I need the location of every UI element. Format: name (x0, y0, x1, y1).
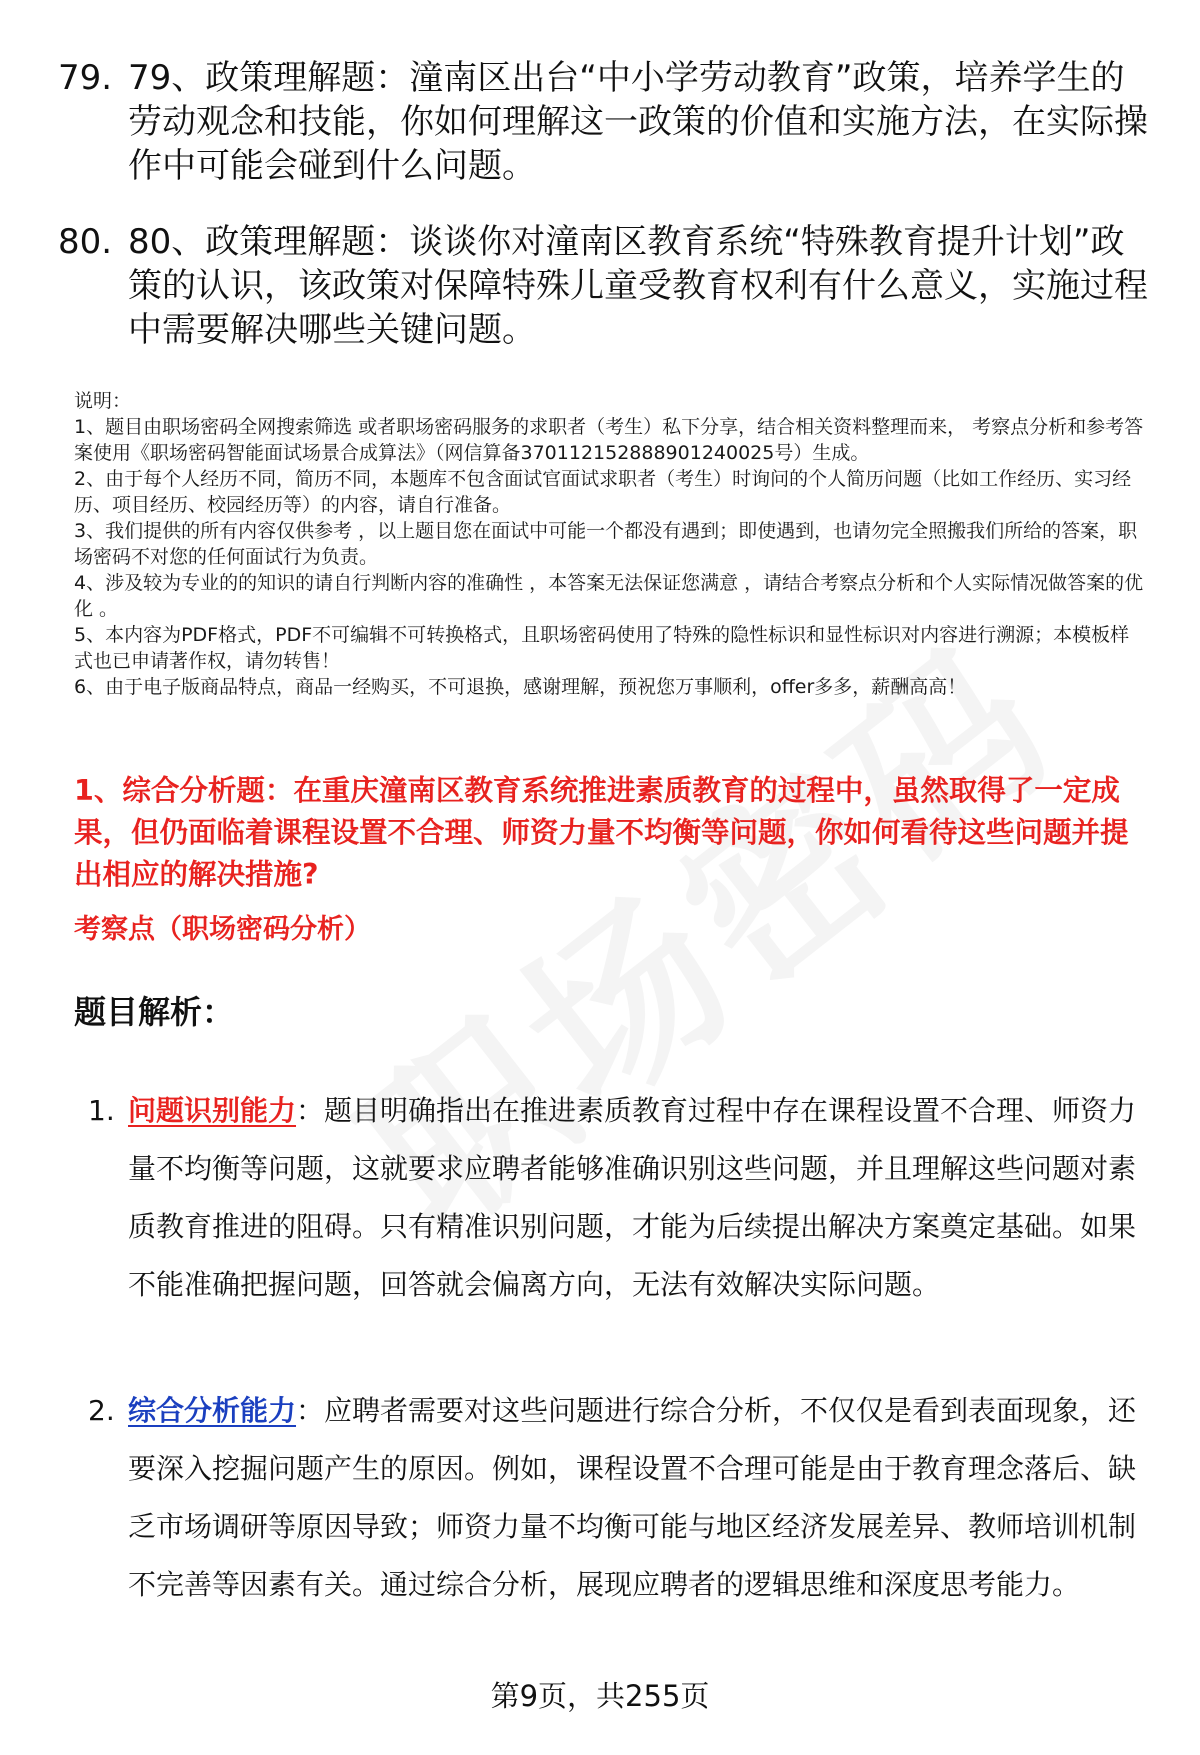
question-item (58, 56, 1148, 188)
main-question: 1、综合分析题：在重庆潼南区教育系统推进素质教育的过程中，虽然取得了一定成果，但仍面临着课程设置不合理、师资力量不均衡等问题，你如何看待这些问题并提出相应的解决措施? (74, 774, 1129, 891)
analysis-number: 2. (88, 1394, 115, 1427)
note-item: 3、我们提供的所有内容仅供参考 ，以上题目您在面试中可能一个都没有遇到；即使遇到，也请勿完全照搬我们所给的答案，职场密码不对您的任何面试行为负责。 (74, 520, 1138, 568)
question-item (58, 220, 1148, 352)
list-item (78, 1382, 1148, 1614)
question-number: 79. (58, 58, 113, 98)
list-item (78, 1082, 1148, 1314)
note-item: 2、由于每个人经历不同，简历不同，本题库不包含面试官面试求职者（考生）时询问的个人简历问题（比如工作经历、实习经历、项目经历、校园经历等）的内容，请自行准备。 (74, 468, 1132, 516)
analysis-text: ：应聘者需要对这些问题进行综合分析，不仅仅是看到表面现象，还要深入挖掘问题产生的原因。例如，课程设置不合理可能是由于教育理念落后、缺乏市场调研等原因导致；师资力量不均衡可能与地区经济发展差异、教师培训机制不完善等因素有关。通过综合分析，展现应聘者的逻辑思维和深度思考能力。 (128, 1394, 1137, 1601)
question-text: 79、政策理解题：潼南区出台“中小学劳动教育”政策，培养学生的劳动观念和技能，你如何理解这一政策的价值和实施方法，在实际操作中可能会碰到什么问题。 (128, 58, 1148, 186)
question-text: 80、政策理解题：谈谈你对潼南区教育系统“特殊教育提升计划”政策的认识，该政策对保障特殊儿童受教育权利有什么意义，实施过程中需要解决哪些关键问题。 (128, 222, 1148, 350)
note-item: 6、由于电子版商品特点，商品一经购买，不可退换，感谢理解，预祝您万事顺利，offer多多，薪酬高高！ (74, 676, 967, 698)
analysis-text: ：题目明确指出在推进素质教育过程中存在课程设置不合理、师资力量不均衡等问题，这就要求应聘者能够准确识别这些问题，并且理解这些问题对素质教育推进的阻碍。只有精准识别问题，才能为后续提出解决方案奠定基础。如果不能准确把握问题，回答就会偏离方向，无法有效解决实际问题。 (128, 1094, 1137, 1301)
exam-point-heading: 考察点（职场密码分析） (74, 914, 371, 945)
analysis-item-2 (78, 1382, 1148, 1614)
note-item: 5、本内容为PDF格式，PDF不可编辑不可转换格式，且职场密码使用了特殊的隐性标识和显性标识对内容进行溯源；本模板样式也已申请著作权，请勿转售！ (74, 624, 1130, 672)
analysis-number: 1. (88, 1094, 115, 1127)
question-79 (58, 56, 1148, 188)
analysis-keyword: 综合分析能力 (128, 1394, 297, 1427)
page-footer: 第9页，共255页 (490, 1679, 710, 1713)
notes-heading: 说明： (74, 390, 132, 412)
analysis-heading: 题目解析： (74, 993, 235, 1031)
note-item: 4、涉及较为专业的的知识的请自行判断内容的准确性 ，本答案无法保证您满意 ，请结合考察点分析和个人实际情况做答案的优化 。 (74, 572, 1144, 620)
analysis-keyword: 问题识别能力 (128, 1094, 297, 1127)
notes-section (74, 388, 1144, 700)
note-item: 1、题目由职场密码全网搜索筛选 或者职场密码服务的求职者（考生）私下分享，结合相关资料整理而来， 考察点分析和参考答案使用《职场密码智能面试场景合成算法》（网信算备370112152888901240025号）生成。 (74, 416, 1144, 464)
analysis-item-1 (78, 1082, 1148, 1314)
question-number: 80. (58, 222, 113, 262)
question-80 (58, 220, 1148, 352)
